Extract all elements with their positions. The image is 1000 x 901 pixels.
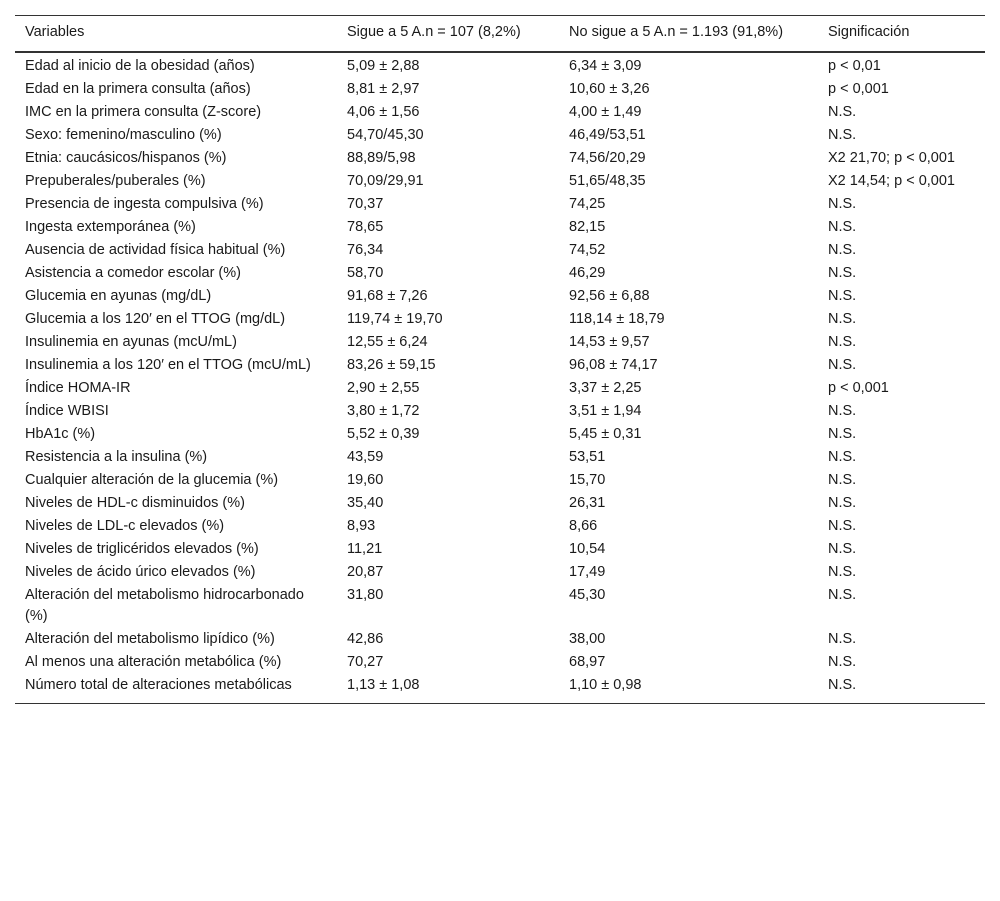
variable-cell: Glucemia a los 120′ en el TTOG (mg/dL) xyxy=(25,311,286,327)
table-row xyxy=(15,515,985,538)
follows-value-cell: 5,52 ± 0,39 xyxy=(347,426,420,442)
variable-cell: Insulinemia a los 120′ en el TTOG (mcU/mL) xyxy=(25,357,311,373)
not-follows-value-cell: 82,15 xyxy=(569,219,606,235)
not-follows-value-cell: 96,08 ± 74,17 xyxy=(569,357,658,373)
table-header xyxy=(15,16,985,53)
follows-value-cell: 11,21 xyxy=(347,541,383,557)
table-row xyxy=(15,101,985,124)
table-row xyxy=(15,52,985,78)
table-row xyxy=(15,354,985,377)
table-row xyxy=(15,446,985,469)
variable-cell: Asistencia a comedor escolar (%) xyxy=(25,265,241,281)
not-follows-value-cell: 38,00 xyxy=(569,631,606,647)
variable-cell: Número total de alteraciones metabólicas xyxy=(25,677,292,693)
variable-cell: Índice WBISI xyxy=(25,403,109,419)
follows-value-cell: 2,90 ± 2,55 xyxy=(347,380,420,396)
follows-value-cell: 12,55 ± 6,24 xyxy=(347,334,428,350)
not-follows-value-cell: 15,70 xyxy=(569,472,606,488)
significance-cell: N.S. xyxy=(828,587,857,603)
variable-cell: Prepuberales/puberales (%) xyxy=(25,173,206,189)
variable-cell: Niveles de LDL-c elevados (%) xyxy=(25,518,225,534)
follows-value-cell: 31,80 xyxy=(347,587,384,603)
follows-value-cell: 42,86 xyxy=(347,631,384,647)
variable-cell: IMC en la primera consulta (Z-score) xyxy=(25,104,262,120)
follows-value-cell: 8,93 xyxy=(347,518,376,534)
variable-cell: Niveles de ácido úrico elevados (%) xyxy=(25,564,256,580)
table-body xyxy=(15,52,985,704)
table-row xyxy=(15,170,985,193)
significance-cell: N.S. xyxy=(828,104,857,120)
significance-cell: N.S. xyxy=(828,196,857,212)
significance-cell: N.S. xyxy=(828,426,857,442)
not-follows-value-cell: 6,34 ± 3,09 xyxy=(569,58,642,74)
not-follows-value-cell: 10,54 xyxy=(569,541,606,557)
not-follows-value-cell: 74,25 xyxy=(569,196,606,212)
follows-value-cell: 70,09/29,91 xyxy=(347,173,424,189)
results-table xyxy=(15,15,985,704)
follows-value-cell: 35,40 xyxy=(347,495,384,511)
table-row xyxy=(15,651,985,674)
follows-value-cell: 78,65 xyxy=(347,219,384,235)
variable-cell: Resistencia a la insulina (%) xyxy=(25,449,208,465)
variable-cell: Cualquier alteración de la glucemia (%) xyxy=(25,472,279,488)
significance-cell: N.S. xyxy=(828,495,857,511)
table-row xyxy=(15,285,985,308)
not-follows-value-cell: 74,52 xyxy=(569,242,606,258)
significance-cell: N.S. xyxy=(828,541,857,557)
not-follows-value-cell: 51,65/48,35 xyxy=(569,173,646,189)
table-row xyxy=(15,584,985,628)
significance-cell: N.S. xyxy=(828,631,857,647)
table-row xyxy=(15,538,985,561)
not-follows-value-cell: 26,31 xyxy=(569,495,606,511)
follows-value-cell: 8,81 ± 2,97 xyxy=(347,81,420,97)
not-follows-value-cell: 14,53 ± 9,57 xyxy=(569,334,650,350)
header-variables: Variables xyxy=(25,24,85,40)
table-row xyxy=(15,561,985,584)
header-row xyxy=(15,16,985,53)
significance-cell: N.S. xyxy=(828,564,857,580)
significance-cell: p < 0,01 xyxy=(828,58,881,74)
follows-value-cell: 70,27 xyxy=(347,654,384,670)
significance-cell: p < 0,001 xyxy=(828,81,889,97)
follows-value-cell: 76,34 xyxy=(347,242,384,258)
variable-cell: Índice HOMA-IR xyxy=(25,380,131,396)
follows-value-cell: 1,13 ± 1,08 xyxy=(347,677,420,693)
significance-cell: N.S. xyxy=(828,472,857,488)
table-row xyxy=(15,628,985,651)
significance-cell: N.S. xyxy=(828,127,857,143)
table-row xyxy=(15,124,985,147)
significance-cell: N.S. xyxy=(828,449,857,465)
variable-cell: Edad en la primera consulta (años) xyxy=(25,81,251,97)
variable-cell: Presencia de ingesta compulsiva (%) xyxy=(25,196,264,212)
significance-cell: N.S. xyxy=(828,242,857,258)
table-row xyxy=(15,423,985,446)
not-follows-value-cell: 118,14 ± 18,79 xyxy=(569,311,665,327)
follows-value-cell: 91,68 ± 7,26 xyxy=(347,288,428,304)
variable-cell: Alteración del metabolismo lipídico (%) xyxy=(25,631,275,647)
significance-cell: X2 14,54; p < 0,001 xyxy=(828,173,955,189)
significance-cell: N.S. xyxy=(828,518,857,534)
significance-cell: N.S. xyxy=(828,334,857,350)
variable-cell: Niveles de HDL-c disminuidos (%) xyxy=(25,495,245,511)
follows-value-cell: 83,26 ± 59,15 xyxy=(347,357,436,373)
follows-value-cell: 3,80 ± 1,72 xyxy=(347,403,420,419)
not-follows-value-cell: 68,97 xyxy=(569,654,606,670)
variable-cell: Ingesta extemporánea (%) xyxy=(25,219,196,235)
table-row xyxy=(15,492,985,515)
table-row xyxy=(15,331,985,354)
follows-value-cell: 43,59 xyxy=(347,449,384,465)
not-follows-value-cell: 4,00 ± 1,49 xyxy=(569,104,642,120)
variable-cell: Ausencia de actividad física habitual (%) xyxy=(25,242,286,258)
follows-value-cell: 19,60 xyxy=(347,472,384,488)
variable-cell: Niveles de triglicéridos elevados (%) xyxy=(25,541,259,557)
not-follows-value-cell: 3,51 ± 1,94 xyxy=(569,403,642,419)
table-row xyxy=(15,308,985,331)
table-row xyxy=(15,674,985,704)
not-follows-value-cell: 74,56/20,29 xyxy=(569,150,646,166)
follows-value-cell: 20,87 xyxy=(347,564,384,580)
table-row xyxy=(15,216,985,239)
table-row xyxy=(15,469,985,492)
not-follows-value-cell: 8,66 xyxy=(569,518,598,534)
follows-value-cell: 54,70/45,30 xyxy=(347,127,424,143)
significance-cell: N.S. xyxy=(828,265,857,281)
follows-value-cell: 88,89/5,98 xyxy=(347,150,416,166)
table-row xyxy=(15,377,985,400)
not-follows-value-cell: 1,10 ± 0,98 xyxy=(569,677,642,693)
data-table-container xyxy=(15,15,985,704)
table-row xyxy=(15,147,985,170)
header-group-follows: Sigue a 5 A.n = 107 (8,2%) xyxy=(347,24,521,40)
not-follows-value-cell: 92,56 ± 6,88 xyxy=(569,288,650,304)
not-follows-value-cell: 46,29 xyxy=(569,265,606,281)
significance-cell: X2 21,70; p < 0,001 xyxy=(828,150,955,166)
not-follows-value-cell: 46,49/53,51 xyxy=(569,127,646,143)
follows-value-cell: 58,70 xyxy=(347,265,384,281)
table-row xyxy=(15,262,985,285)
not-follows-value-cell: 3,37 ± 2,25 xyxy=(569,380,642,396)
significance-cell: N.S. xyxy=(828,677,857,693)
follows-value-cell: 5,09 ± 2,88 xyxy=(347,58,420,74)
table-row xyxy=(15,239,985,262)
significance-cell: N.S. xyxy=(828,219,857,235)
follows-value-cell: 70,37 xyxy=(347,196,384,212)
significance-cell: p < 0,001 xyxy=(828,380,889,396)
variable-cell: Al menos una alteración metabólica (%) xyxy=(25,654,282,670)
significance-cell: N.S. xyxy=(828,654,857,670)
not-follows-value-cell: 5,45 ± 0,31 xyxy=(569,426,642,442)
significance-cell: N.S. xyxy=(828,403,857,419)
not-follows-value-cell: 45,30 xyxy=(569,587,606,603)
follows-value-cell: 119,74 ± 19,70 xyxy=(347,311,443,327)
not-follows-value-cell: 17,49 xyxy=(569,564,606,580)
variable-cell: Sexo: femenino/masculino (%) xyxy=(25,127,222,143)
follows-value-cell: 4,06 ± 1,56 xyxy=(347,104,420,120)
significance-cell: N.S. xyxy=(828,288,857,304)
variable-cell: Insulinemia en ayunas (mcU/mL) xyxy=(25,334,237,350)
header-group-not-follows: No sigue a 5 A.n = 1.193 (91,8%) xyxy=(569,24,784,40)
table-row xyxy=(15,193,985,216)
header-significance: Significación xyxy=(828,24,910,40)
variable-cell: Edad al inicio de la obesidad (años) xyxy=(25,58,255,74)
variable-cell: Etnia: caucásicos/hispanos (%) xyxy=(25,150,227,166)
significance-cell: N.S. xyxy=(828,357,857,373)
variable-cell: Alteración del metabolismo hidrocarbonado (%) xyxy=(25,587,304,624)
variable-cell: HbA1c (%) xyxy=(25,426,96,442)
significance-cell: N.S. xyxy=(828,311,857,327)
table-row xyxy=(15,78,985,101)
not-follows-value-cell: 53,51 xyxy=(569,449,606,465)
table-row xyxy=(15,400,985,423)
variable-cell: Glucemia en ayunas (mg/dL) xyxy=(25,288,212,304)
not-follows-value-cell: 10,60 ± 3,26 xyxy=(569,81,650,97)
